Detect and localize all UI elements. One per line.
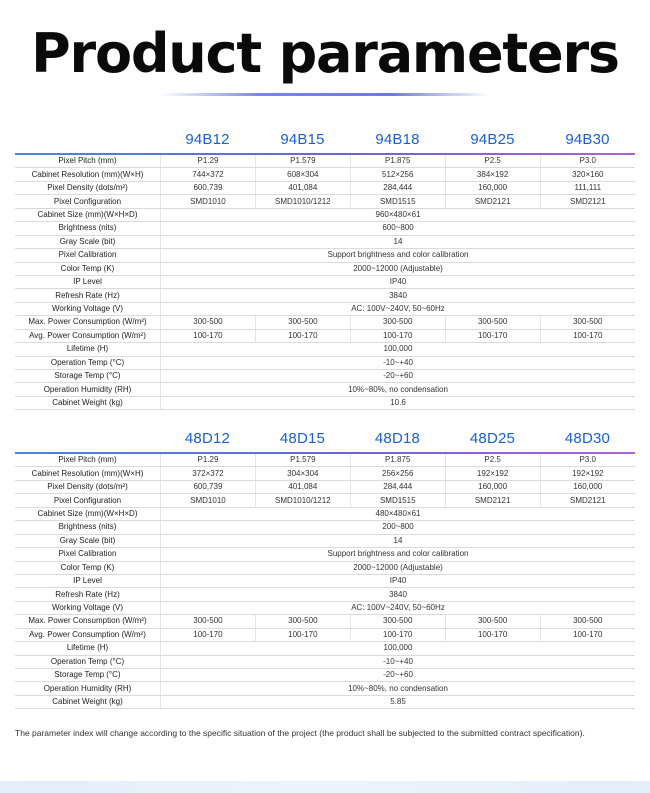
table-cell-merged: AC: 100V~240V, 50~60Hz xyxy=(161,302,636,315)
table-cell-merged: 10.6 xyxy=(161,396,636,409)
table-cell: 284,444 xyxy=(350,181,445,194)
row-label: Color Temp (K) xyxy=(15,561,161,574)
row-label: Refresh Rate (Hz) xyxy=(15,289,161,302)
table-cell-merged: 10%~80%, no condensation xyxy=(161,682,636,695)
page-title: Product parameters xyxy=(31,22,619,85)
table-cell: 401,084 xyxy=(255,181,350,194)
row-label: Refresh Rate (Hz) xyxy=(15,588,161,601)
table-cell: 744×372 xyxy=(161,168,256,181)
table-cell: 100-170 xyxy=(161,628,256,641)
table-cell: SMD2121 xyxy=(540,195,635,208)
table-cell-merged: 3840 xyxy=(161,289,636,302)
row-label: Pixel Configuration xyxy=(15,195,161,208)
table-row xyxy=(15,208,635,221)
table-cell: 300-500 xyxy=(445,615,540,628)
row-label: Operation Humidity (RH) xyxy=(15,682,161,695)
table-cell: SMD1010/1212 xyxy=(255,195,350,208)
model-header xyxy=(15,128,635,150)
table-cell: 372×372 xyxy=(161,467,256,480)
table-cell: P2.5 xyxy=(445,155,540,168)
table-cell: SMD1515 xyxy=(350,195,445,208)
table-cell: 300-500 xyxy=(540,615,635,628)
table-cell: 304×304 xyxy=(255,467,350,480)
table-cell: 100-170 xyxy=(255,329,350,342)
table-cell: 256×256 xyxy=(350,467,445,480)
model-name: 94B18 xyxy=(375,131,420,148)
model-name: 48D15 xyxy=(279,430,326,447)
table-row xyxy=(15,155,635,168)
table-cell-merged: IP40 xyxy=(161,275,636,288)
row-label: IP Level xyxy=(15,574,161,587)
table-row xyxy=(15,615,635,628)
table-cell: 100-170 xyxy=(445,628,540,641)
model-name: 48D18 xyxy=(374,430,421,447)
table-cell: SMD1010 xyxy=(161,195,256,208)
table-cell-merged: -10~+40 xyxy=(161,655,636,668)
table-cell: 160,000 xyxy=(445,181,540,194)
row-label: Max. Power Consumption (W/m²) xyxy=(15,316,161,329)
row-label: Operation Humidity (RH) xyxy=(15,383,161,396)
table-cell: 100-170 xyxy=(255,628,350,641)
table-row xyxy=(15,302,635,315)
table-row xyxy=(15,628,635,641)
table-cell: 160,000 xyxy=(540,480,635,493)
table-row xyxy=(15,534,635,547)
row-label: Pixel Configuration xyxy=(15,494,161,507)
table-row xyxy=(15,507,635,520)
table-cell: 300-500 xyxy=(445,316,540,329)
table-row xyxy=(15,195,635,208)
table-row xyxy=(15,494,635,507)
table-cell: 100-170 xyxy=(350,329,445,342)
table-row xyxy=(15,235,635,248)
table-cell: SMD1010 xyxy=(161,494,256,507)
table-cell: P3.0 xyxy=(540,454,635,467)
table-cell: 160,000 xyxy=(445,480,540,493)
table-cell-merged: 10%~80%, no condensation xyxy=(161,383,636,396)
spec-block-94b xyxy=(15,128,635,410)
table-cell: P1.579 xyxy=(255,155,350,168)
model-name: 94B25 xyxy=(470,131,515,148)
table-cell: P1.29 xyxy=(161,155,256,168)
row-label: Brightness (nits) xyxy=(15,521,161,534)
table-row xyxy=(15,480,635,493)
row-label: IP Level xyxy=(15,275,161,288)
model-name: 48D12 xyxy=(184,430,231,447)
table-row xyxy=(15,370,635,383)
row-label: Pixel Pitch (mm) xyxy=(15,454,161,467)
table-cell: SMD2121 xyxy=(540,494,635,507)
table-row xyxy=(15,561,635,574)
table-cell: SMD2121 xyxy=(445,195,540,208)
table-cell-merged: 3840 xyxy=(161,588,636,601)
table-row xyxy=(15,396,635,409)
table-cell: 300-500 xyxy=(161,615,256,628)
table-row xyxy=(15,343,635,356)
row-label: Working Voltage (V) xyxy=(15,302,161,315)
table-cell-merged: Support brightness and color calibration xyxy=(161,249,636,262)
table-cell: SMD1515 xyxy=(350,494,445,507)
row-label: Pixel Density (dots/m²) xyxy=(15,181,161,194)
table-cell: 300-500 xyxy=(350,615,445,628)
table-row xyxy=(15,329,635,342)
table-row xyxy=(15,601,635,614)
table-cell-merged: 2000~12000 (Adjustable) xyxy=(161,262,636,275)
table-row xyxy=(15,262,635,275)
table-cell: 300-500 xyxy=(161,316,256,329)
table-cell-merged: 200~800 xyxy=(161,521,636,534)
row-label: Storage Temp (°C) xyxy=(15,669,161,682)
table-cell: 111,111 xyxy=(540,181,635,194)
row-label: Pixel Calibration xyxy=(15,249,161,262)
row-label: Working Voltage (V) xyxy=(15,601,161,614)
table-row xyxy=(15,289,635,302)
table-cell: 608×304 xyxy=(255,168,350,181)
table-row xyxy=(15,275,635,288)
table-cell: P1.579 xyxy=(255,454,350,467)
table-row xyxy=(15,249,635,262)
table-cell: 100-170 xyxy=(445,329,540,342)
table-cell: 100-170 xyxy=(350,628,445,641)
table-row xyxy=(15,356,635,369)
bottom-bar xyxy=(0,781,650,793)
table-cell-merged: 960×480×61 xyxy=(161,208,636,221)
table-cell-merged: 5.85 xyxy=(161,695,636,708)
table-cell: P1.875 xyxy=(350,155,445,168)
table-cell: 100-170 xyxy=(161,329,256,342)
table-row xyxy=(15,521,635,534)
row-label: Cabinet Size (mm)(W×H×D) xyxy=(15,507,161,520)
table-cell: 300-500 xyxy=(350,316,445,329)
table-cell: 320×160 xyxy=(540,168,635,181)
table-cell: 384×192 xyxy=(445,168,540,181)
model-name: 94B30 xyxy=(565,131,610,148)
table-cell: P3.0 xyxy=(540,155,635,168)
table-cell: P2.5 xyxy=(445,454,540,467)
table-row xyxy=(15,548,635,561)
row-label: Cabinet Size (mm)(W×H×D) xyxy=(15,208,161,221)
spec-table xyxy=(15,454,635,709)
model-name: 48D30 xyxy=(564,430,611,447)
table-row xyxy=(15,467,635,480)
table-cell: 512×256 xyxy=(350,168,445,181)
table-row xyxy=(15,181,635,194)
title-underline xyxy=(160,93,490,96)
table-row xyxy=(15,454,635,467)
table-row xyxy=(15,682,635,695)
table-cell: P1.875 xyxy=(350,454,445,467)
table-cell-merged: 14 xyxy=(161,534,636,547)
table-cell: 300-500 xyxy=(255,316,350,329)
table-cell: 284,444 xyxy=(350,480,445,493)
table-cell-merged: 2000~12000 (Adjustable) xyxy=(161,561,636,574)
table-cell: 100-170 xyxy=(540,628,635,641)
table-row xyxy=(15,574,635,587)
table-cell: 300-500 xyxy=(255,615,350,628)
row-label: Gray Scale (bit) xyxy=(15,534,161,547)
table-cell: 300-500 xyxy=(540,316,635,329)
table-row xyxy=(15,588,635,601)
table-row xyxy=(15,642,635,655)
table-row xyxy=(15,222,635,235)
table-cell: 600,739 xyxy=(161,480,256,493)
table-cell: 401,084 xyxy=(255,480,350,493)
table-row xyxy=(15,316,635,329)
row-label: Pixel Density (dots/m²) xyxy=(15,480,161,493)
table-cell-merged: -20~+60 xyxy=(161,370,636,383)
table-cell-merged: IP40 xyxy=(161,574,636,587)
table-cell-merged: 480×480×61 xyxy=(161,507,636,520)
table-cell-merged: Support brightness and color calibration xyxy=(161,548,636,561)
table-cell-merged: 600~800 xyxy=(161,222,636,235)
table-cell: SMD1010/1212 xyxy=(255,494,350,507)
table-cell-merged: 100,000 xyxy=(161,642,636,655)
table-row xyxy=(15,669,635,682)
row-label: Cabinet Resolution (mm)(W×H) xyxy=(15,168,161,181)
table-cell: 100-170 xyxy=(540,329,635,342)
row-label: Avg. Power Consumption (W/m²) xyxy=(15,628,161,641)
row-label: Brightness (nits) xyxy=(15,222,161,235)
row-label: Operation Temp (°C) xyxy=(15,655,161,668)
table-cell: P1.29 xyxy=(161,454,256,467)
table-cell-merged: -20~+60 xyxy=(161,669,636,682)
model-name: 48D25 xyxy=(469,430,516,447)
footnote: The parameter index will change according to the specific situation of the project (the product shall be subjected to the submitted contract specification). xyxy=(15,728,585,738)
row-label: Operation Temp (°C) xyxy=(15,356,161,369)
table-row xyxy=(15,383,635,396)
row-label: Cabinet Weight (kg) xyxy=(15,695,161,708)
table-row xyxy=(15,655,635,668)
row-label: Pixel Calibration xyxy=(15,548,161,561)
row-label: Cabinet Resolution (mm)(W×H) xyxy=(15,467,161,480)
spec-table xyxy=(15,155,635,410)
table-cell: 192×192 xyxy=(445,467,540,480)
table-cell-merged: 100,000 xyxy=(161,343,636,356)
model-name: 94B15 xyxy=(280,131,325,148)
table-cell: SMD2121 xyxy=(445,494,540,507)
spec-block-48d xyxy=(15,427,635,709)
row-label: Lifetime (H) xyxy=(15,642,161,655)
table-row xyxy=(15,695,635,708)
row-label: Storage Temp (°C) xyxy=(15,370,161,383)
table-cell: 600,739 xyxy=(161,181,256,194)
row-label: Color Temp (K) xyxy=(15,262,161,275)
row-label: Lifetime (H) xyxy=(15,343,161,356)
row-label: Max. Power Consumption (W/m²) xyxy=(15,615,161,628)
table-cell-merged: AC: 100V~240V, 50~60Hz xyxy=(161,601,636,614)
row-label: Gray Scale (bit) xyxy=(15,235,161,248)
table-cell: 192×192 xyxy=(540,467,635,480)
table-cell-merged: -10~+40 xyxy=(161,356,636,369)
row-label: Avg. Power Consumption (W/m²) xyxy=(15,329,161,342)
model-name: 94B12 xyxy=(185,131,230,148)
table-row xyxy=(15,168,635,181)
row-label: Pixel Pitch (mm) xyxy=(15,155,161,168)
model-header xyxy=(15,427,635,449)
table-cell-merged: 14 xyxy=(161,235,636,248)
row-label: Cabinet Weight (kg) xyxy=(15,396,161,409)
